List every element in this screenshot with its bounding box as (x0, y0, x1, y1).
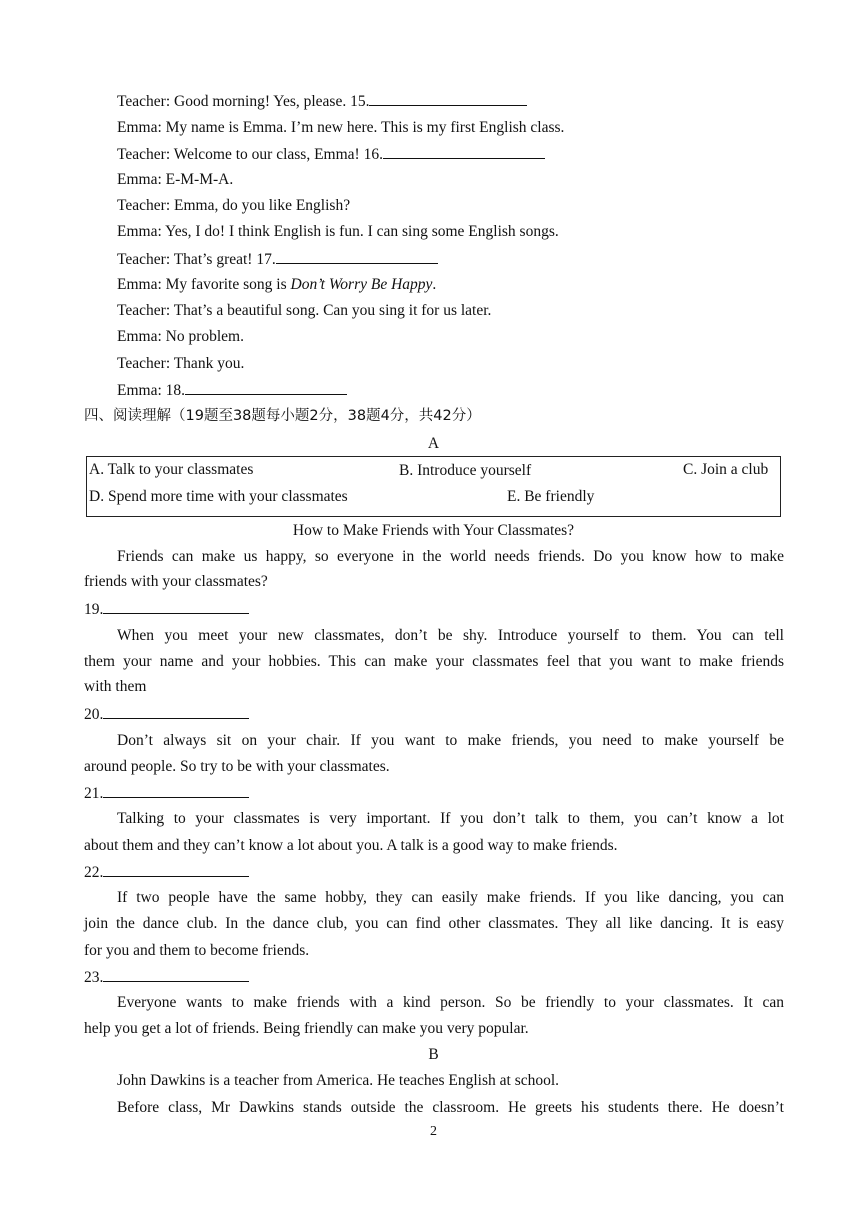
article-title: How to Make Friends with Your Classmates? (292, 522, 575, 539)
option-a: A. Talk to your classmates (89, 461, 254, 478)
dialogue-line: Emma: My name is Emma. I’m new here. This is my first English class. (117, 119, 565, 136)
dialogue-line-17: Teacher: That’s great! 17. (117, 249, 438, 270)
part-a-label: A (427, 435, 440, 452)
option-c: C. Join a club (683, 461, 769, 478)
dialogue-line: Teacher: Emma, do you like English? (117, 197, 351, 214)
paragraph-line: them your name and your hobbies. This can make your classmates feel that you want to make friends (84, 653, 784, 670)
question-19: 19. (84, 599, 249, 620)
option-e: E. Be friendly (507, 488, 595, 505)
answer-blank-19[interactable] (103, 599, 249, 614)
paragraph-line: join the dance club. In the dance club, you can find other classmates. They all like dancing. It is easy (84, 915, 784, 932)
answer-blank-16[interactable] (383, 144, 545, 159)
paragraph-line: around people. So try to be with your classmates. (84, 758, 390, 775)
paragraph-line: friends with your classmates? (84, 573, 268, 590)
dialogue-line-16: Teacher: Welcome to our class, Emma! 16. (117, 144, 545, 165)
paragraph-line: When you meet your new classmates, don’t be shy. Introduce yourself to them. You can tell (117, 627, 784, 644)
question-22: 22. (84, 862, 249, 883)
dialogue-line: Emma: My favorite song is Don’t Worry Be Happy. (117, 276, 437, 293)
paragraph-line: John Dawkins is a teacher from America. He teaches English at school. (117, 1072, 560, 1089)
dialogue-line: Teacher: That’s a beautiful song. Can you sing it for us later. (117, 302, 492, 319)
question-21: 21. (84, 783, 249, 804)
paragraph-line: If two people have the same hobby, they can easily make friends. If you like dancing, you can (117, 889, 784, 906)
dialogue-line: Emma: No problem. (117, 328, 244, 345)
paragraph-line: Friends can make us happy, so everyone in the world needs friends. Do you know how to make (117, 548, 784, 565)
paragraph-line: Don’t always sit on your chair. If you want to make friends, you need to make yourself be (117, 732, 784, 749)
option-d: D. Spend more time with your classmates (89, 488, 348, 505)
options-box (86, 456, 781, 517)
paragraph-line: for you and them to become friends. (84, 942, 310, 959)
question-20: 20. (84, 704, 249, 725)
dialogue-line: Emma: Yes, I do! I think English is fun. I can sing some English songs. (117, 223, 559, 240)
paragraph-line: Everyone wants to make friends with a kind person. So be friendly to your classmates. It can (117, 994, 784, 1011)
page-number: 2 (430, 1124, 437, 1139)
answer-blank-20[interactable] (103, 704, 249, 719)
dialogue-line: Emma: E-M-M-A. (117, 171, 234, 188)
answer-blank-18[interactable] (185, 380, 347, 395)
answer-blank-22[interactable] (103, 862, 249, 877)
song-title: Don’t Worry Be Happy (290, 276, 433, 293)
paragraph-line: Talking to your classmates is very important. If you don’t talk to them, you can’t know a lot (117, 810, 784, 827)
dialogue-line-15: Teacher: Good morning! Yes, please. 15. (117, 91, 527, 112)
dialogue-line-18: Emma: 18. (117, 380, 347, 401)
dialogue-line: Teacher: Thank you. (117, 355, 245, 372)
answer-blank-17[interactable] (276, 249, 438, 264)
answer-blank-21[interactable] (103, 783, 249, 798)
answer-blank-15[interactable] (369, 91, 527, 106)
section-heading: 四、阅读理解（19题至38题每小题2分，38题4分，共42分） (84, 408, 481, 424)
answer-blank-23[interactable] (103, 967, 249, 982)
paragraph-line: with them (84, 678, 147, 695)
option-b: B. Introduce yourself (399, 462, 532, 479)
paragraph-line: about them and they can’t know a lot about you. A talk is a good way to make friends. (84, 837, 618, 854)
paragraph-line: help you get a lot of friends. Being friendly can make you very popular. (84, 1020, 529, 1037)
paragraph-line: Before class, Mr Dawkins stands outside the classroom. He greets his students there. He doesn’t (117, 1099, 784, 1116)
part-b-label: B (428, 1046, 439, 1063)
question-23: 23. (84, 967, 249, 988)
